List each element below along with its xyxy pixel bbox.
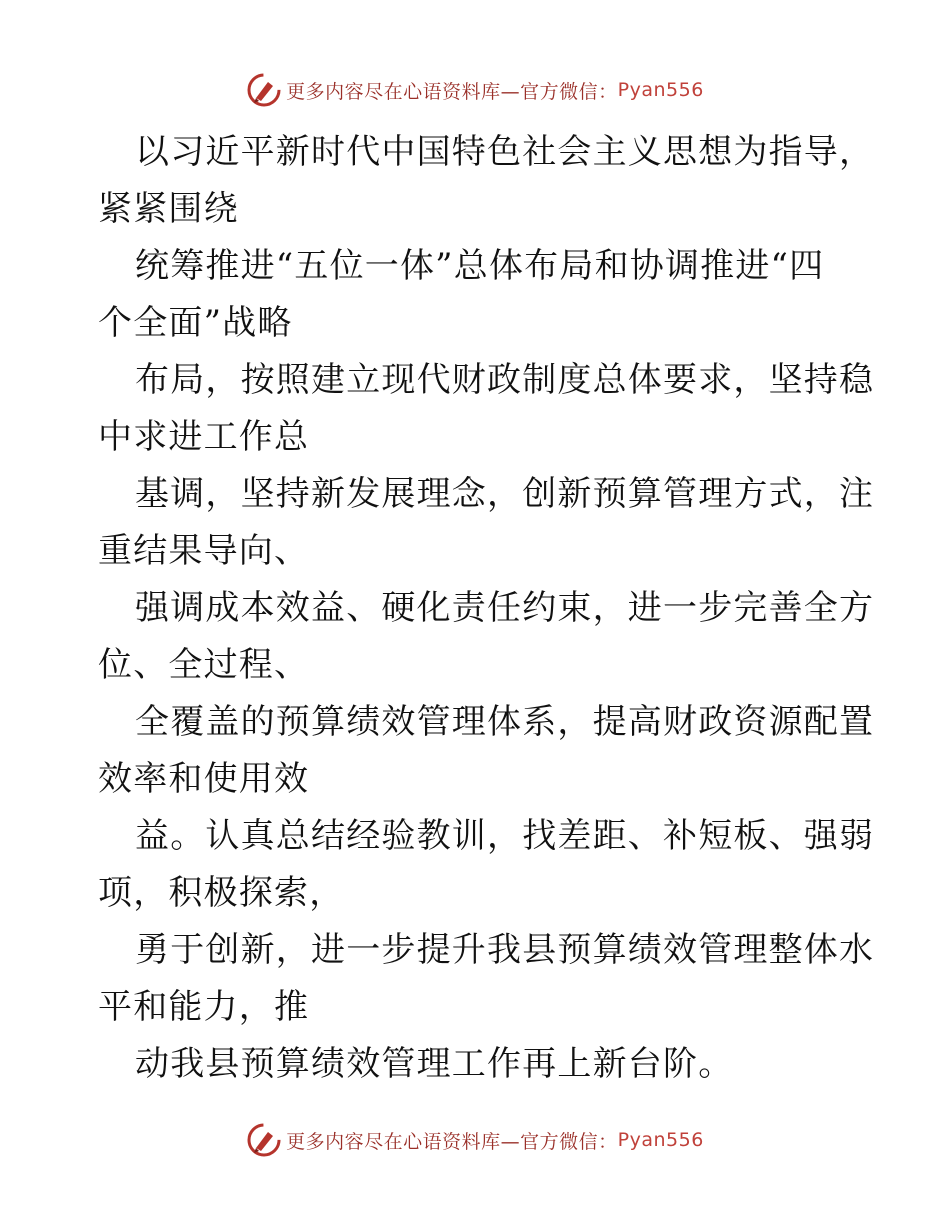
text-line: 统筹推进“五位一体”总体布局和协调推进“四 [135,246,825,286]
document-body [98,124,875,1093]
text-line: 重结果导向、 [98,531,310,571]
text-line: 个全面”战略 [98,303,293,343]
header-watermark [0,70,950,110]
text-line: 平和能力，推 [98,987,310,1027]
pen-logo-icon [246,72,282,108]
watermark-text: 更多内容尽在心语资料库—官方微信： [286,1130,618,1153]
text-line: 中求进工作总 [98,417,310,457]
text-line: 动我县预算绩效管理工作再上新台阶。 [135,1044,734,1084]
text-line: 益。认真总结经验教训，找差距、补短板、强弱 [135,816,875,856]
footer-watermark [0,1120,950,1160]
pen-logo-icon [246,1122,282,1158]
text-line: 项，积极探索， [98,873,345,913]
text-line: 效率和使用效 [98,759,310,799]
watermark-wechat-id: Pyan556 [617,1129,704,1151]
watermark-wechat-id: Pyan556 [617,79,704,101]
text-line: 布局，按照建立现代财政制度总体要求，坚持稳 [135,360,875,400]
text-line: 勇于创新，进一步提升我县预算绩效管理整体水 [135,930,875,970]
text-line: 基调，坚持新发展理念，创新预算管理方式，注 [135,474,875,514]
text-line: 位、全过程、 [98,645,310,685]
text-line: 全覆盖的预算绩效管理体系，提高财政资源配置 [135,702,875,742]
text-line: 紧紧围绕 [98,189,239,229]
text-line: 强调成本效益、硬化责任约束，进一步完善全方 [135,588,875,628]
watermark-text: 更多内容尽在心语资料库—官方微信： [286,80,618,103]
text-line: 以习近平新时代中国特色社会主义思想为指导， [135,132,875,172]
